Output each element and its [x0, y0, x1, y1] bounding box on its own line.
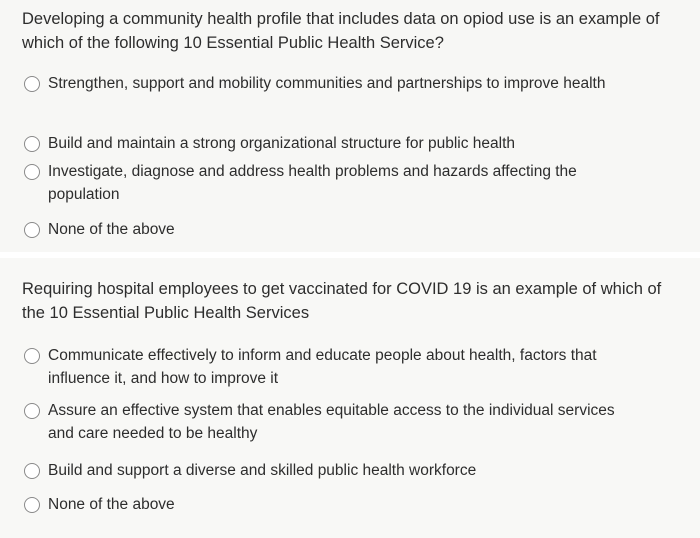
question-1-option-1[interactable]: [24, 72, 644, 95]
question-panel-1: [0, 0, 700, 252]
radio-button[interactable]: [24, 463, 40, 479]
question-1-option-3[interactable]: [24, 160, 644, 206]
option-label: Communicate effectively to inform and educate people about health, factors that influence it, and how to improve it: [48, 347, 597, 387]
question-panel-2: [0, 258, 700, 538]
radio-button[interactable]: [24, 136, 40, 152]
radio-button[interactable]: [24, 497, 40, 513]
question-1-option-4[interactable]: [24, 218, 644, 241]
radio-button[interactable]: [24, 164, 40, 180]
radio-button[interactable]: [24, 222, 40, 238]
option-label: None of the above: [48, 496, 175, 513]
option-label: Build and support a diverse and skilled public health workforce: [48, 462, 477, 479]
option-label: Assure an effective system that enables equitable access to the individual services and care needed to be healthy: [48, 402, 615, 442]
question-2-option-4[interactable]: [24, 493, 644, 516]
option-label: Strengthen, support and mobility communities and partnerships to improve health: [48, 75, 606, 92]
question-1-option-2[interactable]: [24, 132, 644, 155]
radio-button[interactable]: [24, 348, 40, 364]
radio-button[interactable]: [24, 403, 40, 419]
option-label: None of the above: [48, 221, 175, 238]
option-label: Investigate, diagnose and address health problems and hazards affecting the population: [48, 163, 577, 203]
question-2-option-1[interactable]: [24, 344, 644, 390]
question-2-option-2[interactable]: [24, 399, 644, 445]
radio-button[interactable]: [24, 76, 40, 92]
question-2-text: Requiring hospital employees to get vaccinated for COVID 19 is an example of which of the 10 Essential Public Health Services: [22, 280, 662, 322]
option-label: Build and maintain a strong organizational structure for public health: [48, 135, 515, 152]
question-1-text: Developing a community health profile that includes data on opiod use is an example of which of the following 10 Essential Public Health Service?: [22, 10, 660, 52]
question-2-option-3[interactable]: [24, 459, 644, 482]
